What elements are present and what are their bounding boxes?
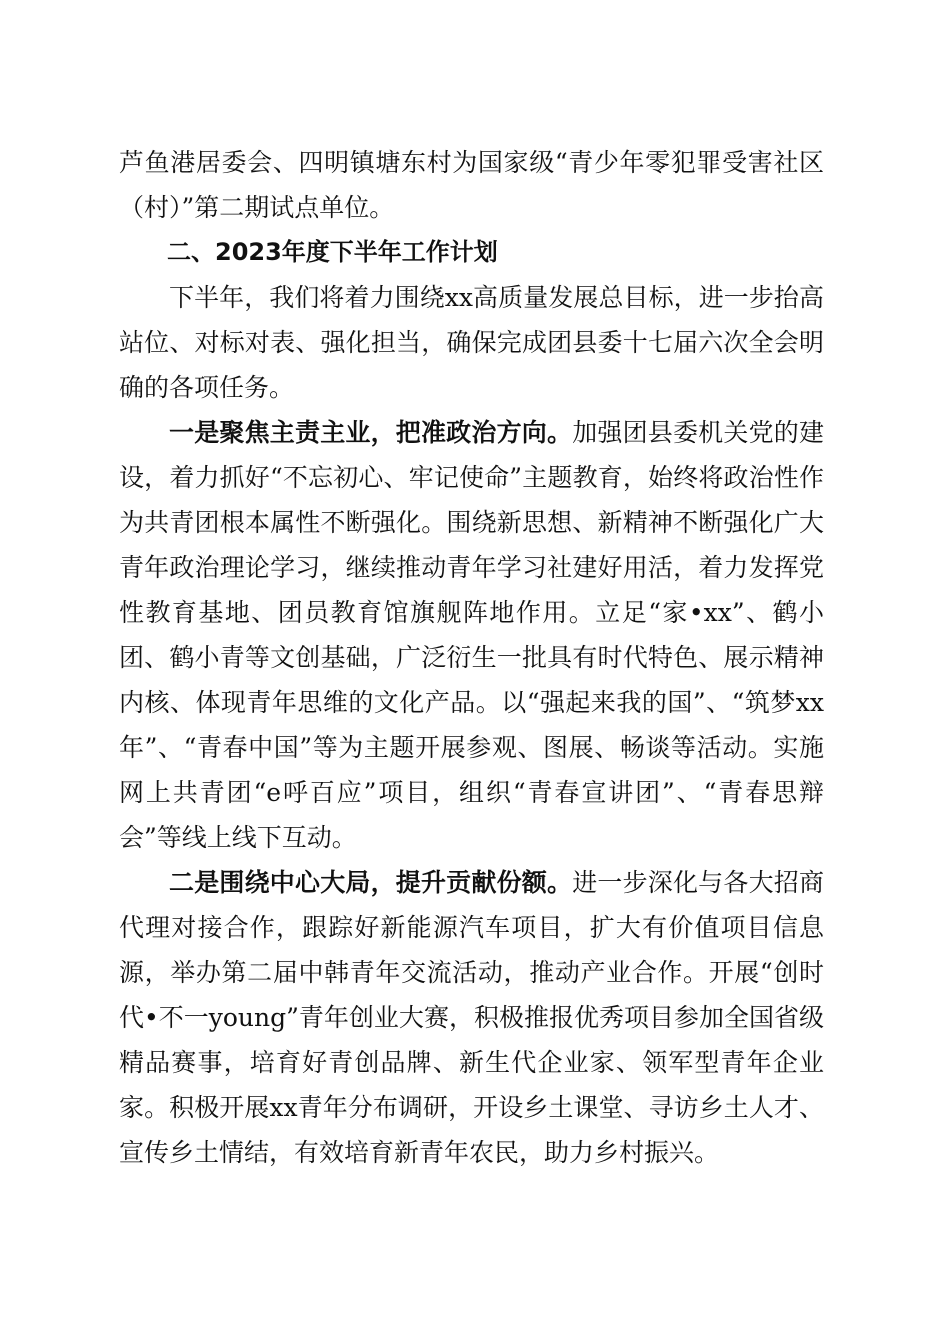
item-two-body: 进一步深化与各大招商代理对接合作，跟踪好新能源汽车项目，扩大有价值项目信息源，举办第二届中韩青年交流活动，推动产业合作。开展“创时代•不一young”青年创业大赛，积极推报优秀项目参加全国省级精品赛事，培育好青创品牌、新生代企业家、领军型青年企业家。积极开展xx青年分布调研，开设乡土课堂、寻访乡土人才、宣传乡土情结，有效培育新青年农民，助力乡村振兴。 (119, 868, 824, 1167)
document-body (119, 140, 824, 1175)
paragraph-continuation: 芦鱼港居委会、四明镇塘东村为国家级“青少年零犯罪受害社区（村）”第二期试点单位。 (119, 148, 824, 222)
item-two-lead: 二是围绕中心大局，提升贡献份额。 (169, 868, 573, 897)
item-one-paragraph (119, 410, 824, 860)
item-two-paragraph (119, 860, 824, 1175)
intro-paragraph: 下半年，我们将着力围绕xx高质量发展总目标，进一步抬高站位、对标对表、强化担当，确保完成团县委十七届六次全会明确的各项任务。 (119, 283, 824, 402)
item-one-body: 加强团县委机关党的建设，着力抓好“不忘初心、牢记使命”主题教育，始终将政治性作为共青团根本属性不断强化。围绕新思想、新精神不断强化广大青年政治理论学习，继续推动青年学习社建好用活，着力发挥党性教育基地、团员教育馆旗舰阵地作用。立足“家•xx”、鹤小团、鹤小青等文创基础，广泛衍生一批具有时代特色、展示精神内核、体现青年思维的文化产品。以“强起来我的国”、“筑梦xx年”、“青春中国”等为主题开展参观、图展、畅谈等活动。实施网上共青团“e呼百应”项目，组织“青春宣讲团”、“青春思辩会”等线上线下互动。 (119, 418, 824, 852)
section-heading: 二、2023年度下半年工作计划 (167, 238, 498, 266)
item-one-lead: 一是聚焦主责主业，把准政治方向。 (169, 418, 573, 447)
